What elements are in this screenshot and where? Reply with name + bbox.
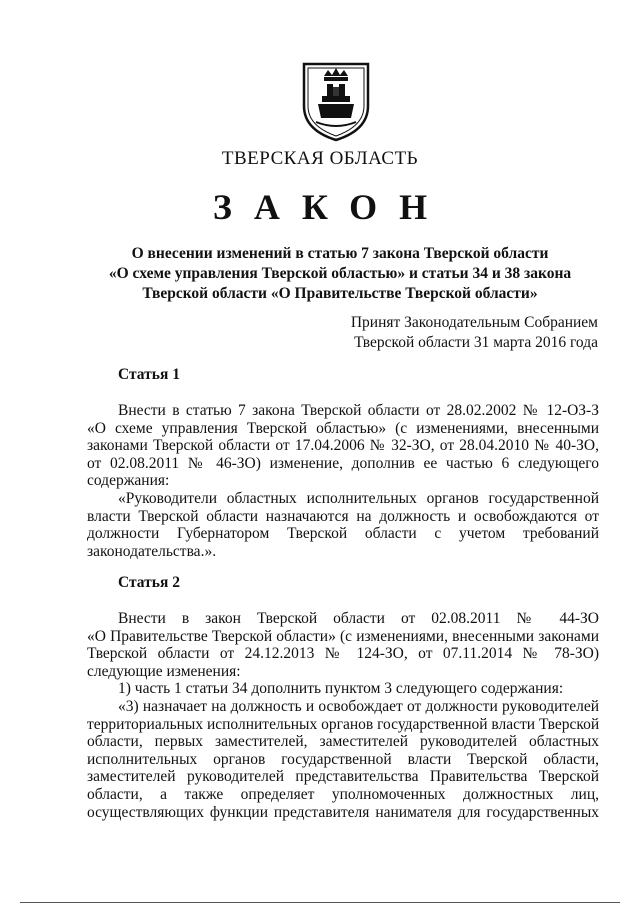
article-1-paragraph: [87, 402, 599, 560]
quote-line: области, а также определяет уполномоченных должностных лиц,: [87, 785, 599, 803]
coat-of-arms-icon: [298, 60, 374, 142]
quote-line: территориальных исполнительных органов государственной власти Тверской: [87, 715, 600, 733]
text-line: от 02.08.2011 № 46-ЗО) изменение, дополнив ее частью 6 следующего: [87, 454, 599, 472]
quote-line: осуществляющих функции представителя нанимателя для государственных: [87, 803, 599, 821]
text-line: «О схеме управления Тверской областью» (с изменениями, внесенными: [87, 419, 599, 437]
text-line: Внести в статью 7 закона Тверской области от 28.02.2002 № 12-ОЗ-З: [118, 402, 599, 419]
subject-line: О внесении изменений в статью 7 закона Тверской области: [131, 245, 549, 262]
article-1-heading: Статья 1: [118, 366, 180, 383]
law-subject: [80, 244, 600, 304]
adoption-line: Принят Законодательным Собранием: [350, 314, 598, 331]
list-item: 1) часть 1 статьи 34 дополнить пунктом 3 следующего содержания:: [118, 680, 564, 698]
quote-line: «Руководители областных исполнительных органов государственной: [118, 489, 599, 507]
text-line: законами Тверской области от 17.04.2006 № 32-ЗО, от 28.04.2010 № 40-ЗО,: [87, 437, 599, 455]
law-title: ЗАКОН: [212, 187, 450, 227]
page-edge-line: [20, 902, 620, 903]
adoption-note: [351, 313, 598, 353]
quote-line: законодательства.».: [87, 542, 217, 560]
text-line: «О Правительстве Тверской области» (с изменениями, внесенными законами: [87, 627, 599, 645]
quote-line: власти Тверской области назначаются на должность и освобождаются от: [87, 507, 599, 525]
region-title: ТВЕРСКАЯ ОБЛАСТЬ: [221, 148, 419, 169]
quote-line: исполнительных органов государственной власти Тверской области,: [87, 750, 599, 768]
subject-line: «О схеме управления Тверской областью» и статьи 34 и 38 закона: [108, 265, 572, 282]
subject-line: Тверской области «О Правительстве Тверской области»: [142, 285, 538, 302]
quote-line: «3) назначает на должность и освобождает от должности руководителей: [118, 697, 599, 715]
text-line: Внести в закон Тверской области от 02.08.2011 № 44-ЗО: [118, 610, 599, 627]
text-line: Тверской области от 24.12.2013 № 124-ЗО, от 07.11.2014 № 78-ЗО): [87, 645, 599, 663]
quote-line: должности Губернатором Тверской области с учетом требований: [87, 525, 599, 543]
adoption-line: Тверской области 31 марта 2016 года: [354, 334, 598, 351]
text-line: содержания:: [87, 472, 170, 490]
quote-line: заместителей руководителей представительства Правительства Тверской: [87, 768, 599, 786]
article-2-paragraph: [87, 610, 599, 821]
text-line: следующие изменения:: [87, 662, 241, 680]
article-2-heading: Статья 2: [118, 574, 180, 591]
quote-line: области, первых заместителей, заместителей руководителей областных: [87, 733, 599, 751]
